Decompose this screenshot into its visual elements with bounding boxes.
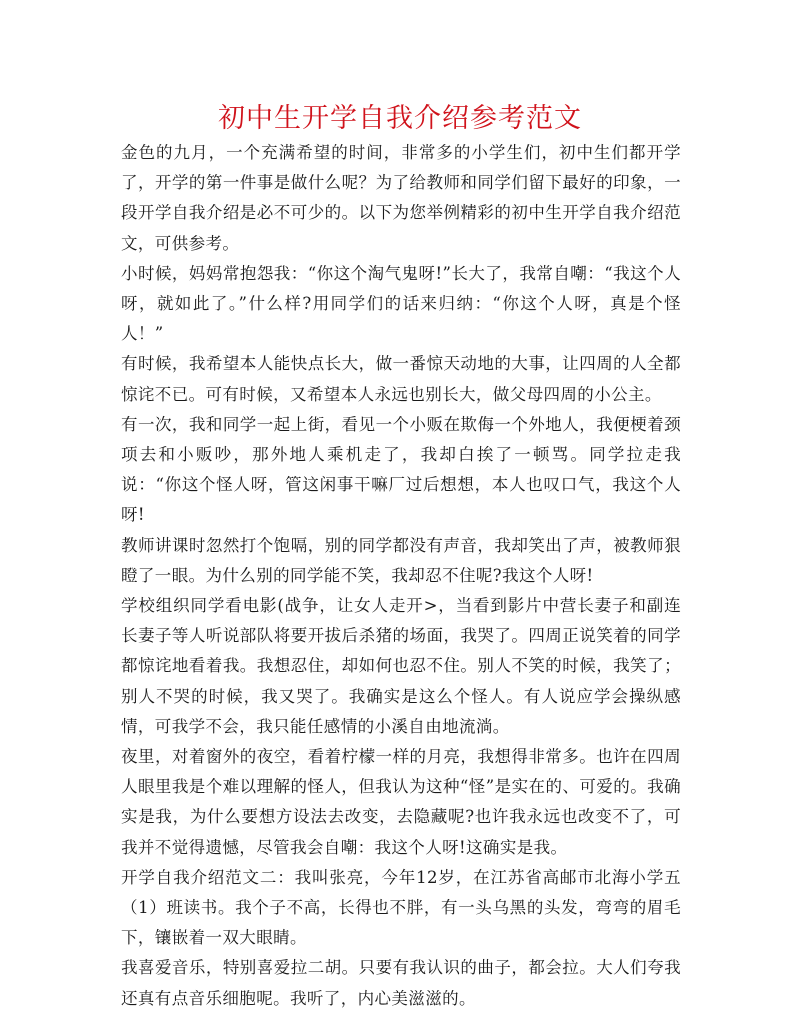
paragraph-street: 有一次，我和同学一起上街，看见一个小贩在欺侮一个外地人，我便梗着颈项去和小贩吵，那外地人乘机走了，我却白挨了一顿骂。同学拉走我说：“你这个怪人呀，管这闲事干嘛厂过后想想，本人也叹口气，我这个人呀! bbox=[121, 414, 681, 525]
paragraph-movie: 学校组织同学看电影(战争，让女人走开>，当看到影片中营长妻子和副连长妻子等人听说部队将要开拔后杀猪的场面，我哭了。四周正说笑着的同学都惊诧地看着我。我想忍住，却如何也忍不住。别人不笑的时候，我笑了；别人不哭的时候，我又哭了。我确实是这么个怪人。有人说应学会操纵感情，可我学不会，我只能任感情的小溪自由地流淌。 bbox=[121, 596, 681, 736]
paragraph-growing-up: 有时候，我希望本人能快点长大，做一番惊天动地的大事，让四周的人全都惊诧不已。可有时候，又希望本人永远也别长大，做父母四周的小公主。 bbox=[121, 354, 681, 404]
paragraph-music: 我喜爱音乐，特别喜爱拉二胡。只要有我认识的曲子，都会拉。大人们夸我还真有点音乐细胞呢。我听了，内心美滋滋的。 bbox=[121, 958, 681, 1008]
paragraph-night: 夜里，对着窗外的夜空，看着柠檬一样的月亮，我想得非常多。也许在四周人眼里我是个难以理解的怪人，但我认为这种“怪”是实在的、可爱的。我确实是我，为什么要想方设法去改变，去隐藏呢?也许我永远也改变不了，可我并不觉得遗憾，尽管我会自嘲：我这个人呀!这确实是我。 bbox=[121, 747, 681, 857]
paragraph-classroom: 教师讲课时忽然打个饱嗝，别的同学都没有声音，我却笑出了声，被教师狠瞪了一眼。为什么别的同学能不笑，我却忍不住呢?我这个人呀! bbox=[121, 535, 681, 585]
paragraph-intro: 金色的九月，一个充满希望的时间，非常多的小学生们，初中生们都开学了，开学的第一件事是做什么呢？为了给教师和同学们留下最好的印象，一段开学自我介绍是必不可少的。以下为您举例精彩的初中生开学自我介绍范文，可供参考。 bbox=[121, 143, 681, 253]
paragraph-sample-two: 开学自我介绍范文二：我叫张亮，今年12岁，在江苏省高邮市北海小学五（1）班读书。我个子不高，长得也不胖，有一头乌黑的头发，弯弯的眉毛下，镶嵌着一双大眼睛。 bbox=[121, 867, 681, 948]
paragraph-childhood: 小时候，妈妈常抱怨我：“你这个淘气鬼呀!”长大了，我常自嘲：“我这个人呀，就如此了。”什么样?用同学们的话来归纳：“你这个人呀，真是个怪人！” bbox=[121, 263, 681, 344]
page-title: 初中生开学自我介绍参考范文 bbox=[218, 103, 582, 134]
document-body bbox=[121, 138, 681, 1014]
